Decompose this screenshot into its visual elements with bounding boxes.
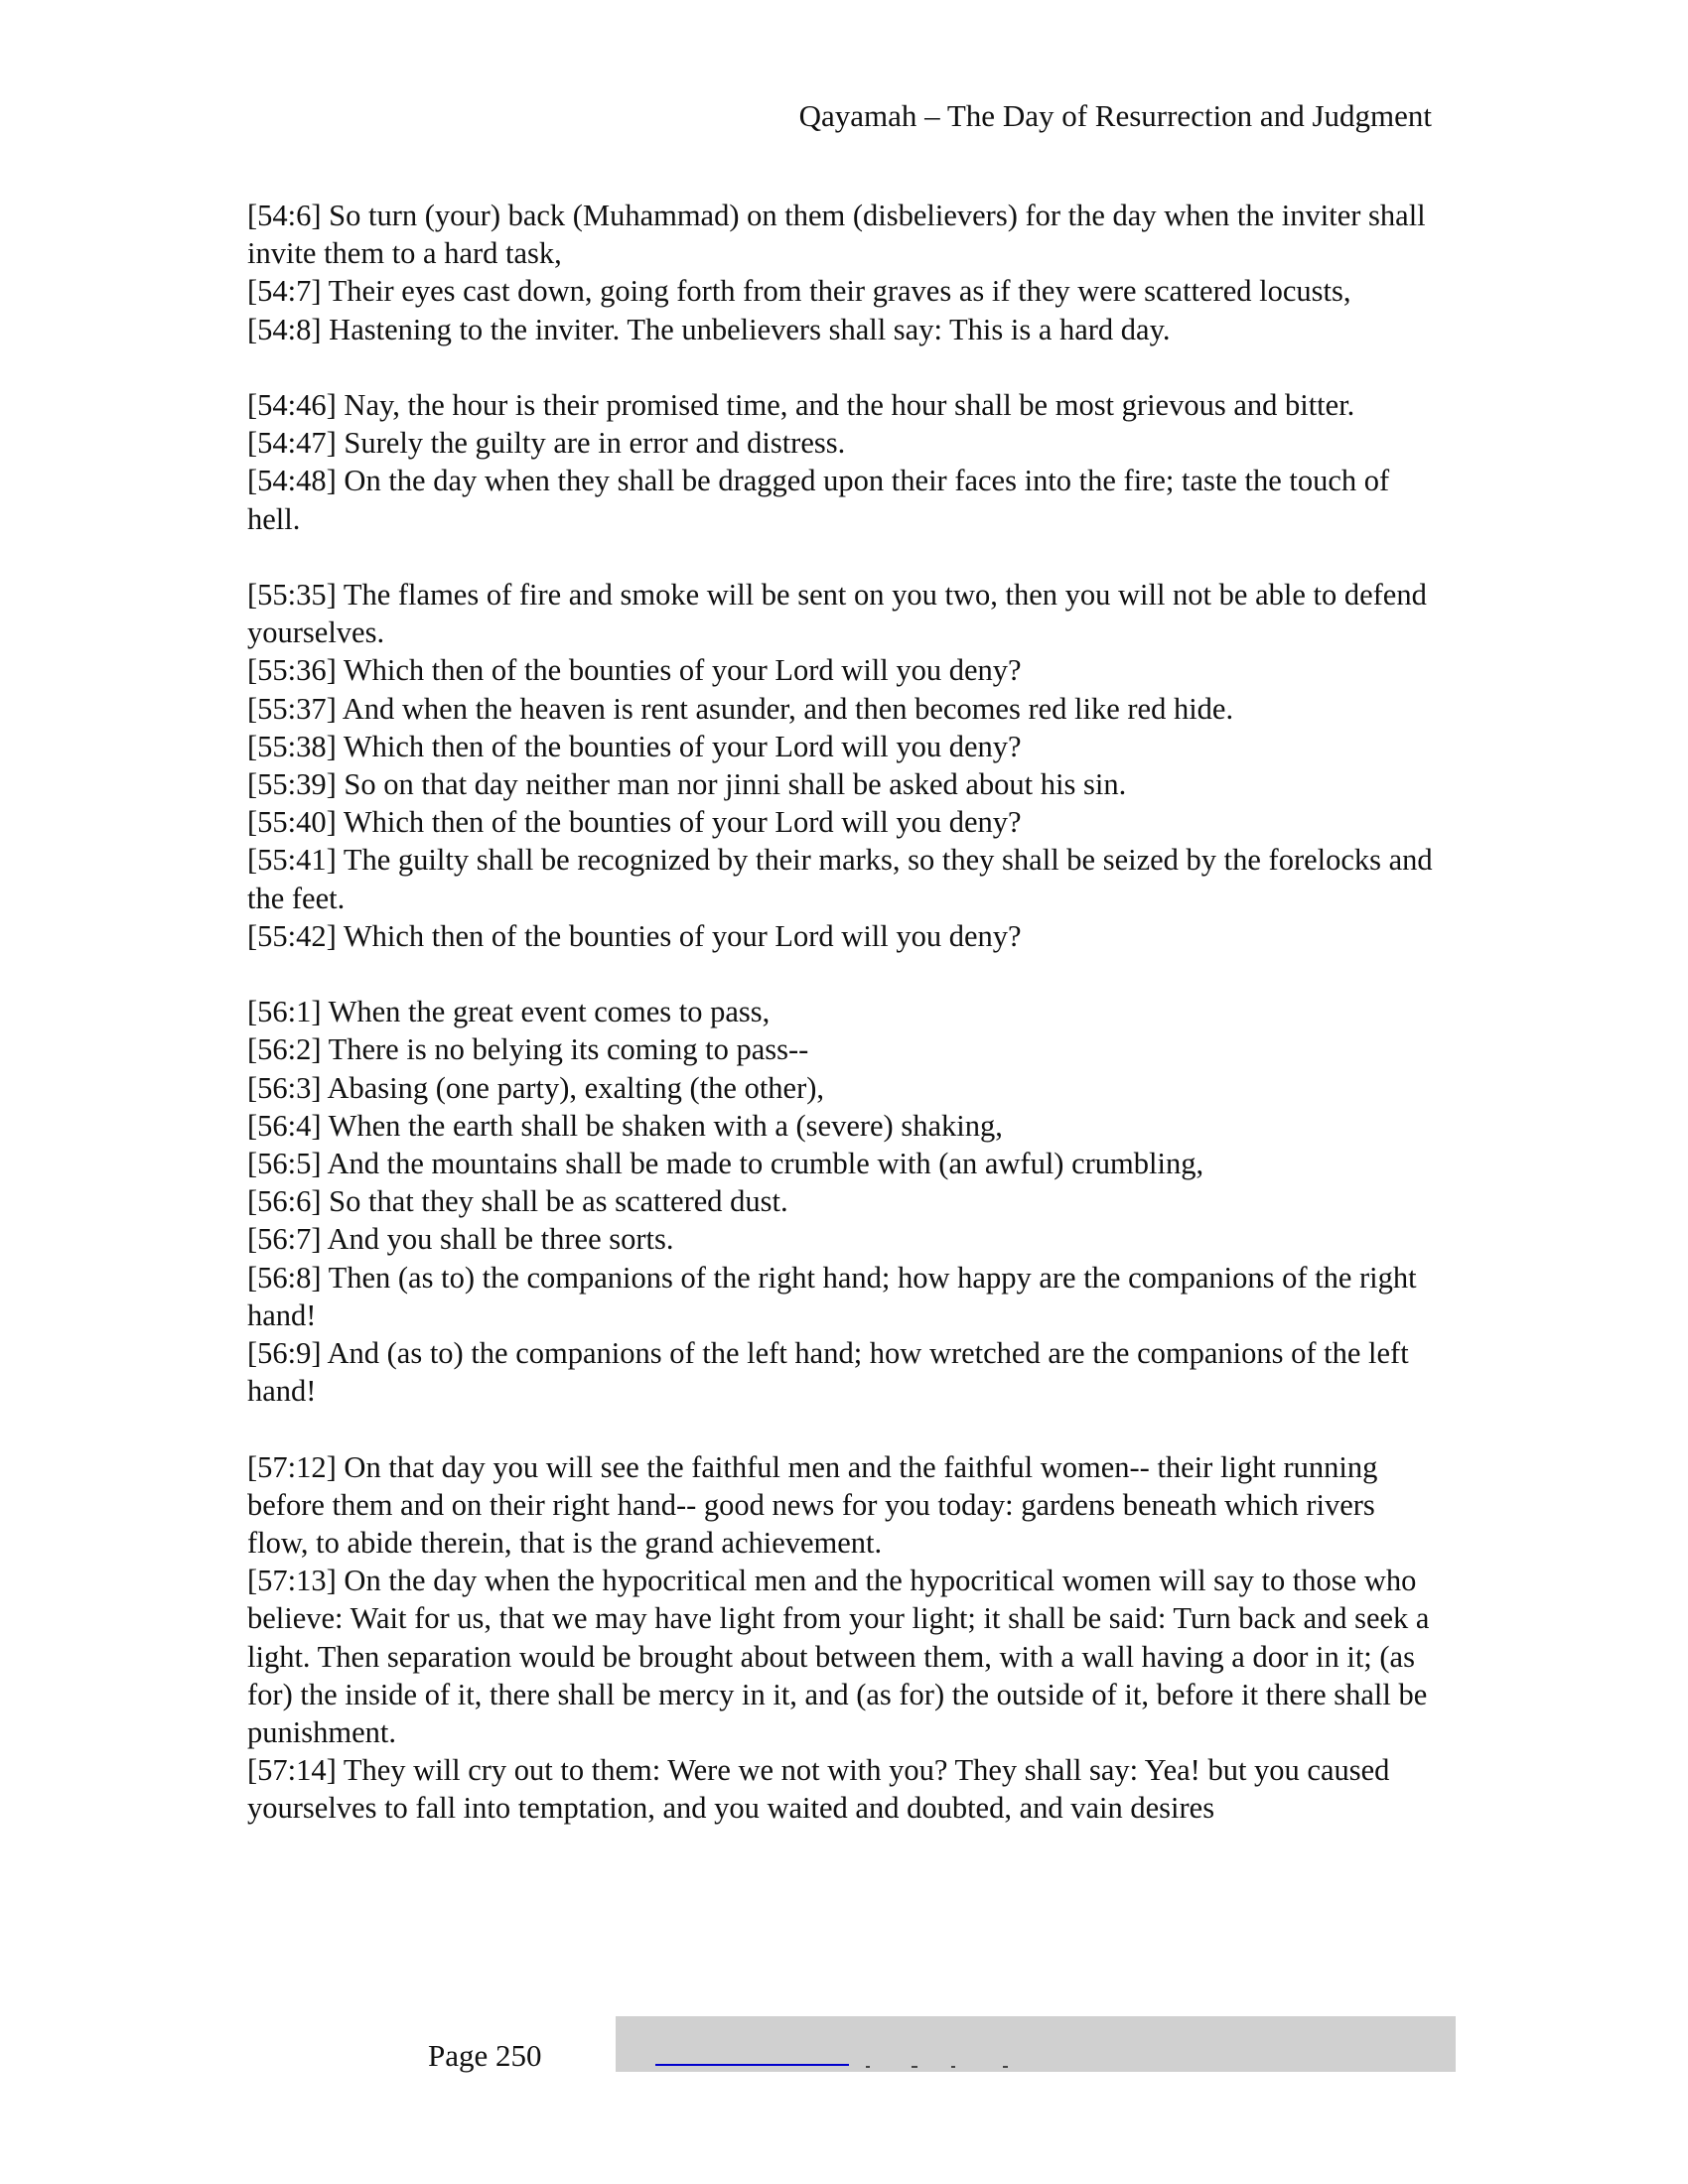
verse-56-9: [56:9] And (as to) the companions of the left hand; how wretched are the companions of the left hand! [247,1336,1409,1409]
verse-55-40: [55:40] Which then of the bounties of your Lord will you deny? [247,805,1022,840]
verse-56-1: [56:1] When the great event comes to pass, [247,995,771,1029]
verse-55-35: [55:35] The flames of fire and smoke will be sent on you two, then you will not be able to defend yourselves. [247,578,1427,650]
verse-56-6: [56:6] So that they shall be as scattered dust. [247,1184,788,1219]
footer-mark [912,2066,917,2068]
verse-54-46: [54:46] Nay, the hour is their promised time, and the hour shall be most grievous and bitter. [247,388,1355,422]
verse-54-6: [54:6] So turn (your) back (Muhammad) on them (disbelievers) for the day when the inviter shall invite them to a hard task, [247,199,1426,271]
verse-54-48: [54:48] On the day when they shall be dragged upon their faces into the fire; taste the touch of hell. [247,464,1390,536]
verse-55-41: [55:41] The guilty shall be recognized by their marks, so they shall be seized by the forelocks and the feet. [247,843,1433,915]
verse-54-7: [54:7] Their eyes cast down, going forth from their graves as if they were scattered locusts, [247,274,1351,309]
verse-56-4: [56:4] When the earth shall be shaken with a (severe) shaking, [247,1108,1003,1143]
verse-55-38: [55:38] Which then of the bounties of your Lord will you deny? [247,729,1022,763]
verse-57-13: [57:13] On the day when the hypocritical men and the hypocritical women will say to those who believe: Wait for us, that we may have light from your light; it shall be said: Turn back and seek a light. Then separation would be brought about between them, with a wall having a door in it; (as for) the inside of it, there shall be mercy in it, and (as for) the outside of it, before it there shall be punishment. [247,1564,1430,1750]
page-header-title: Qayamah – The Day of Resurrection and Judgment [798,98,1432,133]
verse-group-57 [247,1448,1439,1828]
verse-content [247,197,1439,1865]
footer-link-underline [655,2064,849,2066]
verse-56-2: [56:2] There is no belying its coming to pass-- [247,1032,809,1067]
verse-56-8: [56:8] Then (as to) the companions of the right hand; how happy are the companions of the right hand! [247,1260,1417,1332]
verse-57-14: [57:14] They will cry out to them: Were we not with you? They shall say: Yea! but you caused yourselves to fall into temptation, and you waited and doubted, and vain desires [247,1753,1390,1826]
verse-56-3: [56:3] Abasing (one party), exalting (the other), [247,1070,825,1105]
verse-54-47: [54:47] Surely the guilty are in error and distress. [247,426,846,461]
footer-mark [1003,2066,1008,2068]
verse-56-7: [56:7] And you shall be three sorts. [247,1222,674,1257]
verse-56-5: [56:5] And the mountains shall be made to crumble with (an awful) crumbling, [247,1147,1204,1181]
verse-57-12: [57:12] On that day you will see the faithful men and the faithful women-- their light running before them and on their right hand-- good news for you today: gardens beneath which rivers flow, to abide therein, that is the grand achievement. [247,1449,1378,1561]
verse-group-54a [247,197,1439,348]
page-number: Page 250 [428,2038,542,2073]
footer-mark [866,2066,870,2068]
verse-group-54b [247,386,1439,538]
verse-54-8: [54:8] Hastening to the inviter. The unbelievers shall say: This is a hard day. [247,312,1171,346]
verse-55-37: [55:37] And when the heaven is rent asunder, and then becomes red like red hide. [247,691,1234,726]
verse-55-36: [55:36] Which then of the bounties of your Lord will you deny? [247,653,1022,688]
verse-group-55 [247,576,1439,955]
verse-55-39: [55:39] So on that day neither man nor jinni shall be asked about his sin. [247,767,1127,802]
verse-55-42: [55:42] Which then of the bounties of your Lord will you deny? [247,918,1022,953]
footer-mark [951,2066,955,2068]
verse-group-56 [247,993,1439,1410]
